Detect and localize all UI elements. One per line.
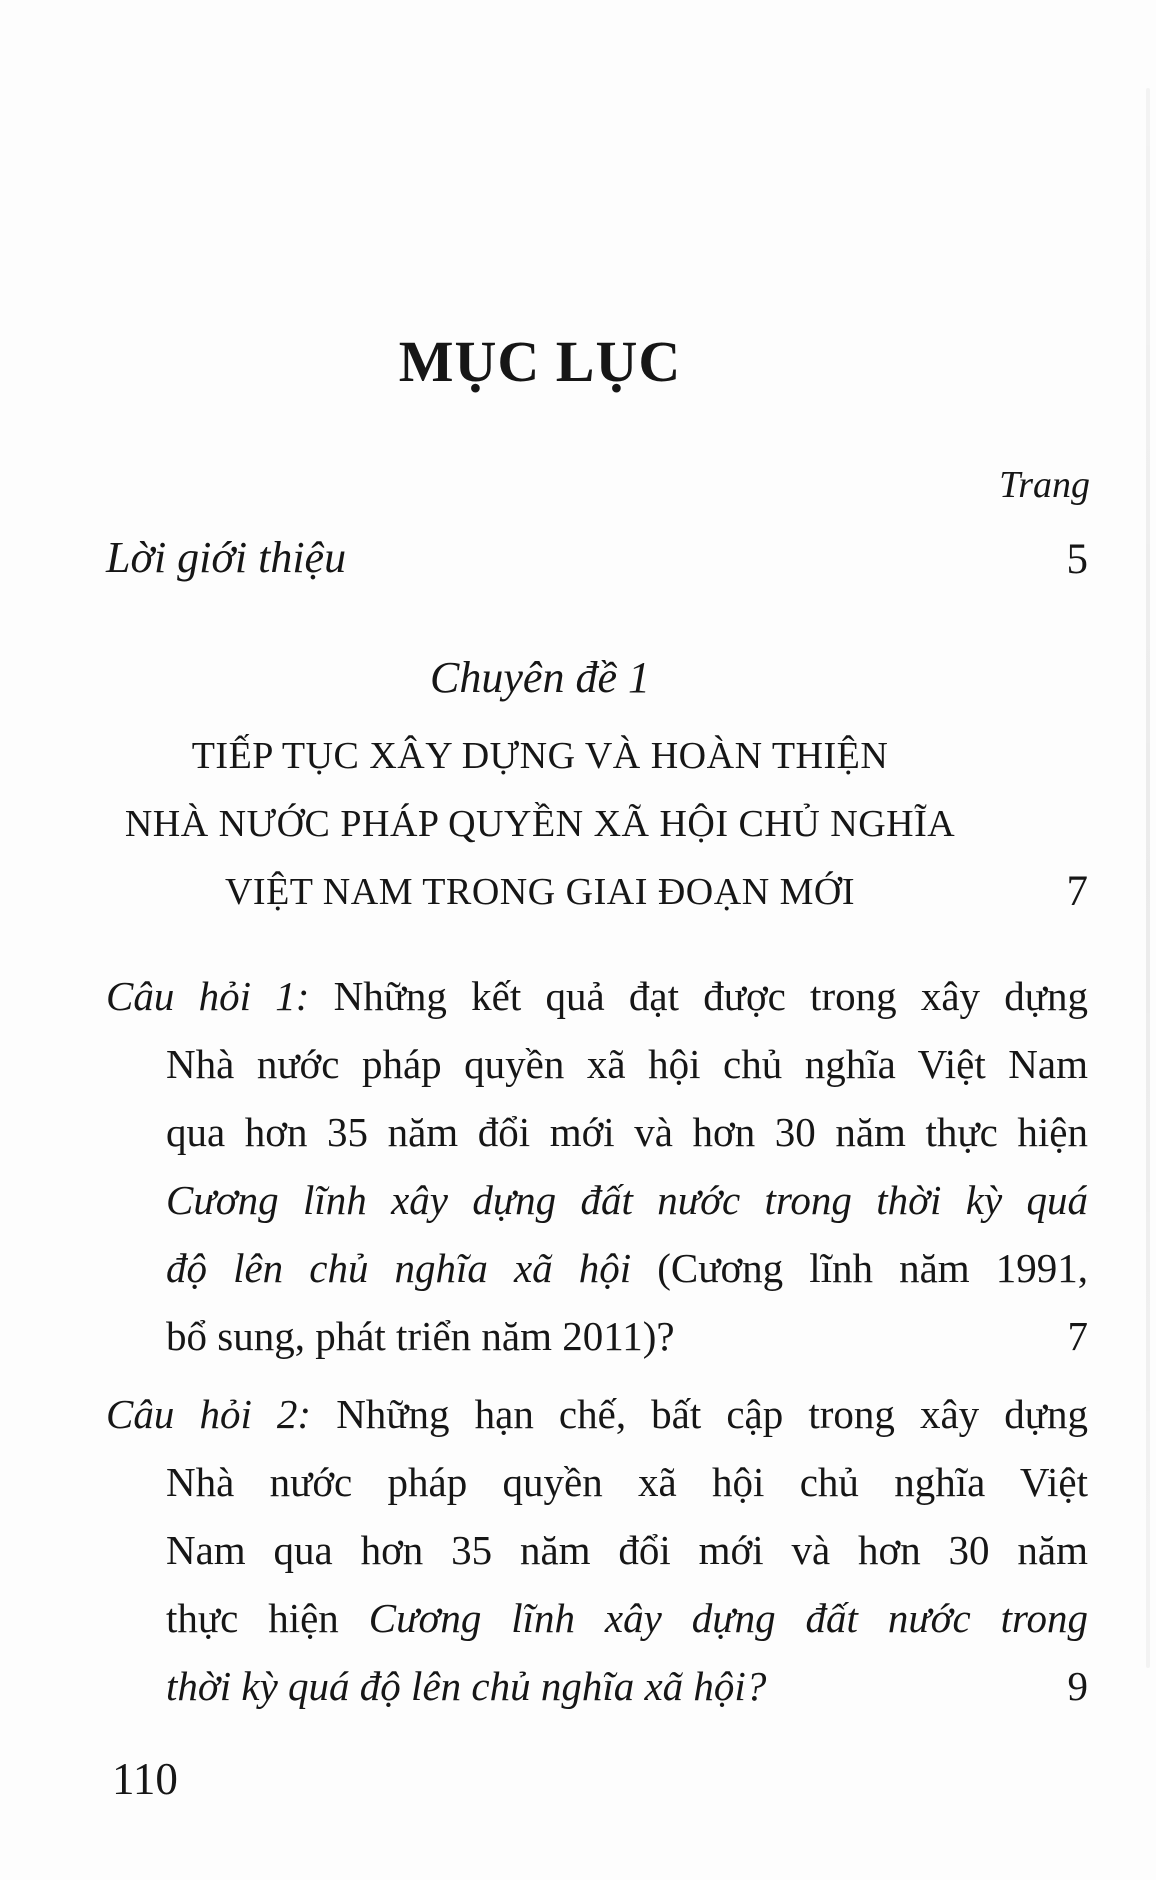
topic-title-line-1: TIẾP TỤC XÂY DỰNG VÀ HOÀN THIỆN [191, 735, 889, 777]
toc-entry-question-1 [106, 962, 1088, 1370]
question-1-line-5-italic: độ lên chủ nghĩa xã hội [166, 1245, 632, 1291]
question-1-label: Câu hỏi 1: [106, 973, 310, 1019]
scan-edge-artifact [1146, 88, 1150, 1668]
toc-entry-intro-page-number: 5 [1066, 536, 1088, 583]
question-2-page-number: 9 [1067, 1663, 1088, 1709]
question-2-label: Câu hỏi 2: [106, 1391, 312, 1437]
toc-entry-intro [106, 533, 1088, 586]
topic-title-line-3: VIỆT NAM TRONG GIAI ĐOẠN MỚI [224, 871, 856, 913]
question-1-line-2: Nhà nước pháp quyền xã hội chủ nghĩa Việt Nam [166, 1041, 1088, 1087]
topic-page-number: 7 [1066, 868, 1088, 915]
question-1-line-1 [106, 962, 1088, 1030]
question-2-line-3: Nam qua hơn 35 năm đổi mới và hơn 30 năm [166, 1527, 1088, 1573]
question-1-line-4: Cương lĩnh xây dựng đất nước trong thời kỳ quá [166, 1177, 1088, 1223]
question-1-page-number: 7 [1067, 1313, 1088, 1359]
page-title: MỤC LỤC [398, 329, 682, 394]
page-column-header: Trang [999, 464, 1090, 506]
topic-title-line-2: NHÀ NƯỚC PHÁP QUYỀN XÃ HỘI CHỦ NGHĨA [124, 803, 956, 845]
toc-entry-question-2 [106, 1380, 1088, 1720]
question-2-line-4-italic: Cương lĩnh xây dựng đất nước trong [368, 1595, 1088, 1641]
question-1-line-6 [106, 1302, 1088, 1370]
question-2-line-4 [106, 1584, 1088, 1652]
question-1-line-5 [106, 1234, 1088, 1302]
question-2-line-5 [106, 1652, 1088, 1720]
question-2-line-5-text: thời kỳ quá độ lên chủ nghĩa xã hội? [166, 1663, 767, 1709]
question-1-line-3: qua hơn 35 năm đổi mới và hơn 30 năm thực hiện [166, 1109, 1088, 1155]
current-page-number: 110 [112, 1754, 178, 1804]
toc-entry-intro-label: Lời giới thiệu [106, 533, 347, 582]
question-2-text: Những hạn chế, bất cập trong xây dựng [336, 1391, 1089, 1437]
question-1-text: Những kết quả đạt được trong xây dựng [333, 973, 1088, 1019]
topic-kicker: Chuyên đề 1 [430, 653, 650, 702]
question-2-line-1 [106, 1380, 1088, 1448]
question-2-line-2: Nhà nước pháp quyền xã hội chủ nghĩa Việt [166, 1459, 1088, 1505]
question-1-line-5-roman: (Cương lĩnh năm 1991, [657, 1245, 1088, 1291]
question-2-line-4-roman: thực hiện [166, 1595, 339, 1641]
question-1-line-6-text: bổ sung, phát triển năm 2011)? [166, 1313, 675, 1359]
